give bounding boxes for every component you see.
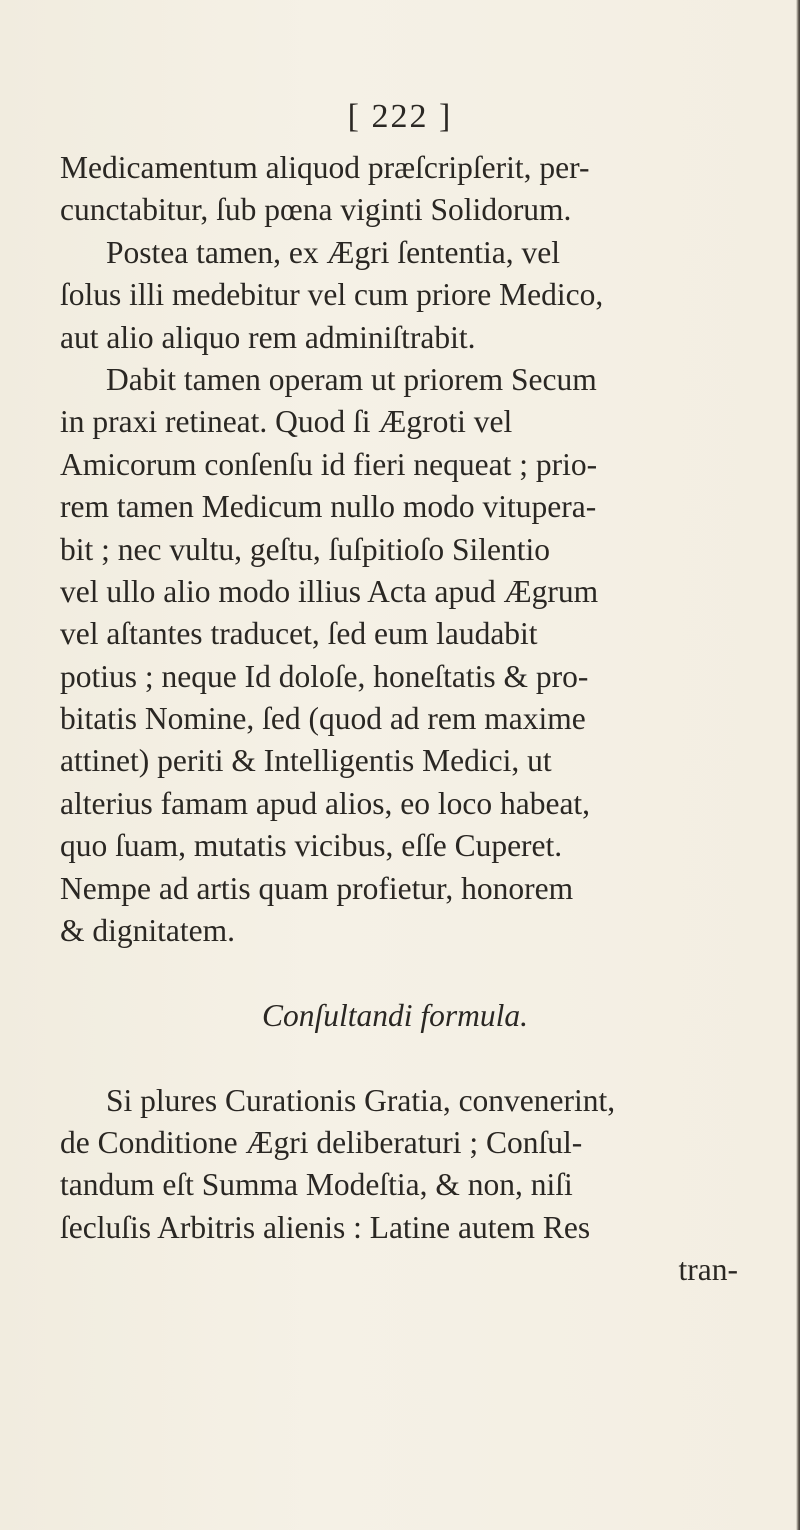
text-line: alterius famam apud alios, eo loco habeat, xyxy=(60,785,591,821)
text-line: ſolus illi medebitur vel cum priore Medico, xyxy=(60,277,604,313)
text-line: potius ; neque Id doloſe, honeſtatis & pro- xyxy=(60,658,589,694)
text-line: aut alio aliquo rem adminiſtrabit. xyxy=(60,319,476,355)
text-line: Medicamentum aliquod præſcripſerit, per- xyxy=(60,150,590,185)
text-line: Amicorum conſenſu id fieri nequeat ; prio- xyxy=(60,446,598,482)
text-line: quo ſuam, mutatis vicibus, eſſe Cuperet. xyxy=(60,828,563,864)
text-line: vel ullo alio modo illius Acta apud Ægrum xyxy=(60,573,599,609)
text-line: Nempe ad artis quam profietur, honorem xyxy=(60,870,574,906)
text-line: in praxi retineat. Quod ſi Ægroti vel xyxy=(60,404,513,440)
text-line: vel aſtantes traducet, ſed eum laudabit xyxy=(60,616,538,652)
page-number: [ 222 ] xyxy=(347,98,453,135)
text-line: Dabit tamen operam ut priorem Secum xyxy=(106,361,597,397)
body-text xyxy=(60,147,760,1292)
text-line: de Conditione Ægri deliberaturi ; Conſul- xyxy=(60,1124,583,1160)
text-line: Postea tamen, ex Ægri ſententia, vel xyxy=(106,234,560,270)
text-line: cunctabitur, ſub pœna viginti Solidorum. xyxy=(60,192,572,228)
text-line: & dignitatem. xyxy=(60,913,235,949)
text-line: attinet) periti & Intelligentis Medici, ut xyxy=(60,743,552,779)
catchword: tran- xyxy=(678,1252,738,1288)
text-line: rem tamen Medicum nullo modo vitupera- xyxy=(60,489,597,525)
section-heading: Conſultandi formula. xyxy=(261,997,529,1033)
text-line: ſecluſis Arbitris alienis : Latine autem Res xyxy=(60,1209,591,1245)
text-line: Si plures Curationis Gratia, convenerint, xyxy=(106,1082,616,1118)
text-line: bitatis Nomine, ſed (quod ad rem maxime xyxy=(60,701,586,737)
text-line: tandum eſt Summa Modeſtia, & non, niſi xyxy=(60,1167,573,1203)
text-line: bit ; nec vultu, geſtu, ſuſpitioſo Silentio xyxy=(60,531,550,567)
page-edge xyxy=(796,0,800,1530)
